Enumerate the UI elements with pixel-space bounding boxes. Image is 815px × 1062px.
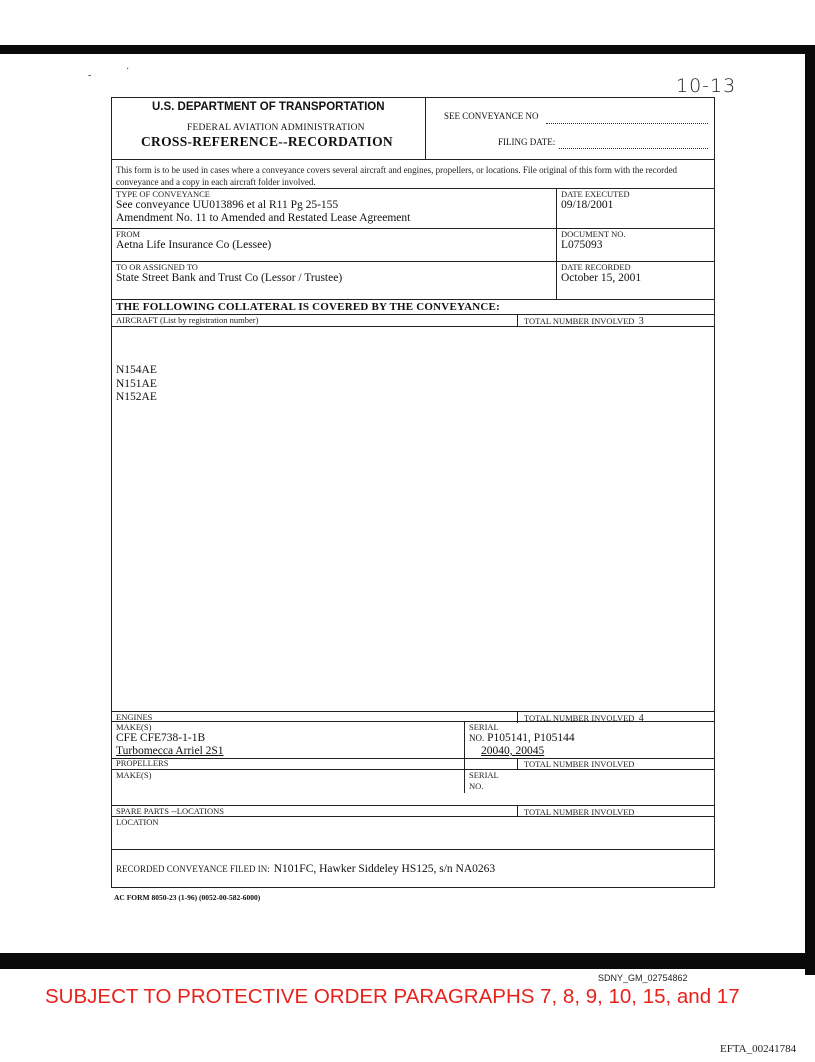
document-no-value: L075093 xyxy=(561,239,603,251)
propellers-total-label: TOTAL NUMBER INVOLVED xyxy=(524,759,635,769)
engines-serial-label: SERIAL xyxy=(469,722,499,732)
aircraft-label: AIRCRAFT (List by registration number) xyxy=(116,315,259,325)
propellers-serial-label: SERIAL xyxy=(469,770,499,780)
document-no-label: DOCUMENT NO. xyxy=(561,229,626,239)
filing-date-label: FILING DATE: xyxy=(498,137,556,147)
type-of-conveyance-line1: See conveyance UU013896 et al R11 Pg 25-155 xyxy=(116,199,339,211)
propellers-label: PROPELLERS xyxy=(116,758,169,768)
spare-parts-label: SPARE PARTS --LOCATIONS xyxy=(116,806,224,816)
department-heading: U.S. DEPARTMENT OF TRANSPORTATION xyxy=(152,101,385,113)
date-recorded-label: DATE RECORDED xyxy=(561,262,631,272)
divider xyxy=(112,326,714,327)
total-divider xyxy=(517,805,518,816)
scan-mark-dot: · xyxy=(126,64,130,75)
engine-make-2: Turbomecca Arriel 2S1 xyxy=(116,745,224,757)
divider xyxy=(112,849,714,850)
to-value: State Street Bank and Trust Co (Lessor / Trustee) xyxy=(116,272,343,284)
engine-serial-1: P105141, P105144 xyxy=(487,732,575,744)
aircraft-registration: N152AE xyxy=(116,391,157,403)
recorded-conveyance-label: RECORDED CONVEYANCE FILED IN: xyxy=(116,864,270,874)
scan-mark-dash: - xyxy=(88,70,92,81)
engine-serial-line1 xyxy=(469,732,575,744)
engines-total-value: 4 xyxy=(638,713,644,724)
divider xyxy=(112,299,714,300)
divider xyxy=(112,159,714,160)
serial-no-prefix: NO. xyxy=(469,733,485,743)
to-label: TO OR ASSIGNED TO xyxy=(116,262,198,272)
scan-border-top xyxy=(0,45,815,54)
divider xyxy=(112,721,714,722)
engines-label: ENGINES xyxy=(116,712,153,722)
date-executed-label: DATE EXECUTED xyxy=(561,189,630,199)
aircraft-list xyxy=(116,364,157,405)
filing-date-line xyxy=(559,148,708,149)
divider xyxy=(112,711,714,712)
propellers-makes-label: MAKE(S) xyxy=(116,770,152,780)
type-of-conveyance-label: TYPE OF CONVEYANCE xyxy=(116,189,210,199)
date-recorded-value: October 15, 2001 xyxy=(561,272,642,284)
protective-order-notice: SUBJECT TO PROTECTIVE ORDER PARAGRAPHS 7, 8, 9, 10, 15, and 17 xyxy=(45,985,740,1008)
aircraft-registration: N154AE xyxy=(116,364,157,376)
aircraft-registration: N151AE xyxy=(116,377,157,390)
bates-number: SDNY_GM_02754862 xyxy=(598,973,688,983)
spare-parts-total-label: TOTAL NUMBER INVOLVED xyxy=(524,807,635,817)
scan-border-bottom xyxy=(0,953,815,969)
total-divider xyxy=(517,314,518,326)
engine-serial-2: 20040, 20045 xyxy=(481,745,545,757)
serial-column-divider xyxy=(464,721,465,793)
instruction-text: This form is to be used in cases where a conveyance covers several aircraft and engines, propellers, or locations. File original of this form with the recorded conveyance and a copy in each aircraft folder involved. xyxy=(116,165,678,187)
collateral-heading: THE FOLLOWING COLLATERAL IS COVERED BY THE CONVEYANCE: xyxy=(116,301,500,313)
type-of-conveyance-line2: Amendment No. 11 to Amended and Restated Lease Agreement xyxy=(116,212,411,224)
aircraft-total-label: TOTAL NUMBER INVOLVED 3 xyxy=(524,316,644,327)
see-conveyance-line xyxy=(546,123,708,124)
right-column-divider xyxy=(556,188,557,299)
total-divider xyxy=(517,758,518,769)
divider xyxy=(112,769,714,770)
propellers-serial-no: NO. xyxy=(469,781,484,791)
recorded-conveyance-value: N101FC, Hawker Siddeley HS125, s/n NA0263 xyxy=(273,863,496,875)
handwritten-number: 10-13 xyxy=(676,75,737,97)
form-title: CROSS-REFERENCE--RECORDATION xyxy=(141,134,393,149)
header-divider xyxy=(425,98,426,159)
engines-total-label: TOTAL NUMBER INVOLVED 4 xyxy=(524,713,644,724)
form-number: AC FORM 8050-23 (1-96) (0052-00-582-6000) xyxy=(114,893,261,902)
location-label: LOCATION xyxy=(116,817,159,827)
see-conveyance-label: SEE CONVEYANCE NO xyxy=(444,111,539,121)
recorded-conveyance xyxy=(116,859,495,877)
divider xyxy=(112,816,714,817)
engines-makes-label: MAKE(S) xyxy=(116,722,152,732)
agency-name: FEDERAL AVIATION ADMINISTRATION xyxy=(187,123,365,133)
scan-border-right xyxy=(805,45,815,975)
efta-number: EFTA_00241784 xyxy=(720,1043,797,1055)
faa-form xyxy=(111,97,715,888)
from-label: FROM xyxy=(116,229,141,239)
engine-make-1: CFE CFE738-1-1B xyxy=(116,732,206,744)
date-executed-value: 09/18/2001 xyxy=(561,199,614,211)
aircraft-total-value: 3 xyxy=(638,316,644,327)
from-value: Aetna Life Insurance Co (Lessee) xyxy=(116,239,272,251)
